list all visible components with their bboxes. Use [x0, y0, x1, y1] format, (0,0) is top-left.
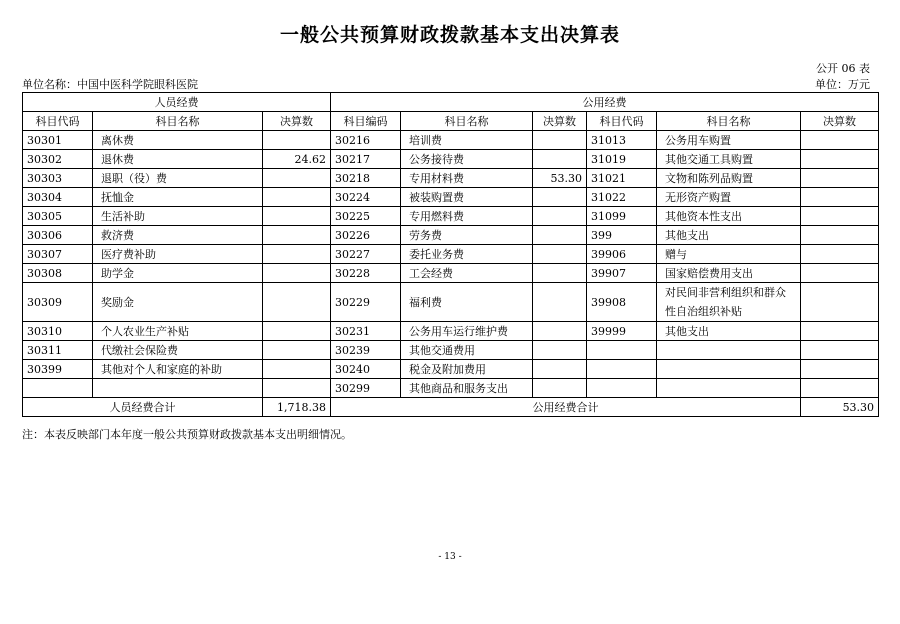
- public2-code-cell: [587, 341, 657, 360]
- public2-amount-cell: [801, 150, 879, 169]
- col-header-amount: 决算数: [801, 112, 879, 131]
- public2-code-cell: 31019: [587, 150, 657, 169]
- public-amount-cell: [533, 283, 587, 322]
- group-header-row: [23, 93, 879, 112]
- personnel-amount-cell: [263, 283, 331, 322]
- public2-name-cell: 其他资本性支出: [657, 207, 801, 226]
- public2-code-cell: 31021: [587, 169, 657, 188]
- public-amount-cell: [533, 207, 587, 226]
- public-code-cell: 30218: [331, 169, 401, 188]
- public2-code-cell: 31022: [587, 188, 657, 207]
- table-row: [23, 360, 879, 379]
- public-amount-cell: [533, 379, 587, 398]
- public-amount-cell: [533, 341, 587, 360]
- expenditure-table: [22, 92, 879, 417]
- table-row: [23, 245, 879, 264]
- public-name-cell: 公务接待费: [401, 150, 533, 169]
- personnel-code-cell: 30302: [23, 150, 93, 169]
- public-amount-cell: [533, 226, 587, 245]
- public2-amount-cell: [801, 169, 879, 188]
- public2-name-cell: [657, 341, 801, 360]
- col-header-amount: 决算数: [263, 112, 331, 131]
- public-code-cell: 30239: [331, 341, 401, 360]
- public2-amount-cell: [801, 264, 879, 283]
- public2-amount-cell: [801, 207, 879, 226]
- public2-code-cell: [587, 379, 657, 398]
- table-row: [23, 341, 879, 360]
- public2-amount-cell: [801, 245, 879, 264]
- public-amount-cell: [533, 188, 587, 207]
- public2-amount-cell: [801, 379, 879, 398]
- public2-code-cell: 31013: [587, 131, 657, 150]
- public2-amount-cell: [801, 131, 879, 150]
- public2-amount-cell: [801, 226, 879, 245]
- public-amount-cell: 53.30: [533, 169, 587, 188]
- public-amount-cell: [533, 245, 587, 264]
- public-name-cell: 劳务费: [401, 226, 533, 245]
- personnel-name-cell: 救济费: [93, 226, 263, 245]
- table-row: [23, 207, 879, 226]
- public-code-cell: 30228: [331, 264, 401, 283]
- footnote: 注：本表反映部门本年度一般公共预算财政拨款基本支出明细情况。: [22, 428, 352, 441]
- col-header-name: 科目名称: [401, 112, 533, 131]
- public2-code-cell: 39908: [587, 283, 657, 322]
- unit-name: 单位名称：中国中医科学院眼科医院: [22, 78, 198, 91]
- public2-name-cell: 无形资产购置: [657, 188, 801, 207]
- personnel-amount-cell: [263, 131, 331, 150]
- personnel-name-cell: [93, 379, 263, 398]
- public-code-cell: 30299: [331, 379, 401, 398]
- table-row: [23, 264, 879, 283]
- col-header-name: 科目名称: [93, 112, 263, 131]
- personnel-code-cell: 30309: [23, 283, 93, 322]
- public2-code-cell: 39907: [587, 264, 657, 283]
- public-name-cell: 税金及附加费用: [401, 360, 533, 379]
- public2-code-cell: 399: [587, 226, 657, 245]
- personnel-name-cell: 离休费: [93, 131, 263, 150]
- table-row: [23, 379, 879, 398]
- personnel-name-cell: 其他对个人和家庭的补助: [93, 360, 263, 379]
- personnel-amount-cell: 24.62: [263, 150, 331, 169]
- unit-measure: 单位：万元: [815, 78, 870, 91]
- personnel-name-cell: 退休费: [93, 150, 263, 169]
- col-header-amount: 决算数: [533, 112, 587, 131]
- public-amount-cell: [533, 264, 587, 283]
- public2-name-cell: 赠与: [657, 245, 801, 264]
- public-total-amount: 53.30: [801, 398, 879, 417]
- personnel-amount-cell: [263, 341, 331, 360]
- public-code-cell: 30227: [331, 245, 401, 264]
- public-name-cell: 其他商品和服务支出: [401, 379, 533, 398]
- public-name-cell: 工会经费: [401, 264, 533, 283]
- personnel-amount-cell: [263, 226, 331, 245]
- public-name-cell: 其他交通费用: [401, 341, 533, 360]
- public2-code-cell: 31099: [587, 207, 657, 226]
- table-row: [23, 150, 879, 169]
- personnel-code-cell: 30308: [23, 264, 93, 283]
- personnel-name-cell: 医疗费补助: [93, 245, 263, 264]
- public-amount-cell: [533, 150, 587, 169]
- personnel-header: 人员经费: [23, 93, 331, 112]
- personnel-total-amount: 1,718.38: [263, 398, 331, 417]
- public2-name-cell: 对民间非营利组织和群众性自治组织补贴: [657, 283, 801, 322]
- personnel-amount-cell: [263, 264, 331, 283]
- personnel-code-cell: 30301: [23, 131, 93, 150]
- table-row: [23, 169, 879, 188]
- personnel-total-label: 人员经费合计: [23, 398, 263, 417]
- public-name-cell: 被装购置费: [401, 188, 533, 207]
- public-code-cell: 30224: [331, 188, 401, 207]
- public-code-cell: 30240: [331, 360, 401, 379]
- public2-name-cell: [657, 379, 801, 398]
- column-header-row: [23, 112, 879, 131]
- personnel-code-cell: 30304: [23, 188, 93, 207]
- table-row: [23, 322, 879, 341]
- table-row: [23, 188, 879, 207]
- personnel-amount-cell: [263, 188, 331, 207]
- page-number: - 13 -: [438, 552, 462, 562]
- personnel-amount-cell: [263, 245, 331, 264]
- public-name-cell: 公务用车运行维护费: [401, 322, 533, 341]
- public2-name-cell: 其他支出: [657, 226, 801, 245]
- public-name-cell: 委托业务费: [401, 245, 533, 264]
- page-title: 一般公共预算财政拨款基本支出决算表: [279, 24, 620, 46]
- public-code-cell: 30226: [331, 226, 401, 245]
- personnel-code-cell: 30305: [23, 207, 93, 226]
- public-amount-cell: [533, 322, 587, 341]
- personnel-amount-cell: [263, 207, 331, 226]
- public2-name-cell: [657, 360, 801, 379]
- col-header-code-alt: 科目编码: [331, 112, 401, 131]
- public2-amount-cell: [801, 341, 879, 360]
- public2-code-cell: [587, 360, 657, 379]
- totals-row: [23, 398, 879, 417]
- public2-name-cell: 其他交通工具购置: [657, 150, 801, 169]
- public-amount-cell: [533, 360, 587, 379]
- public-code-cell: 30216: [331, 131, 401, 150]
- public2-name-cell: 其他支出: [657, 322, 801, 341]
- public-name-cell: 专用材料费: [401, 169, 533, 188]
- col-header-name: 科目名称: [657, 112, 801, 131]
- public2-code-cell: 39999: [587, 322, 657, 341]
- public-name-cell: 专用燃料费: [401, 207, 533, 226]
- public2-name-cell: 文物和陈列品购置: [657, 169, 801, 188]
- personnel-code-cell: 30399: [23, 360, 93, 379]
- personnel-code-cell: 30307: [23, 245, 93, 264]
- public2-name-cell: 公务用车购置: [657, 131, 801, 150]
- public-name-cell: 培训费: [401, 131, 533, 150]
- public-name-cell: 福利费: [401, 283, 533, 322]
- public2-amount-cell: [801, 360, 879, 379]
- public2-amount-cell: [801, 188, 879, 207]
- form-number: 公开 06 表: [816, 62, 870, 75]
- personnel-name-cell: 代缴社会保险费: [93, 341, 263, 360]
- table-row: [23, 226, 879, 245]
- public-total-label: 公用经费合计: [331, 398, 801, 417]
- personnel-name-cell: 生活补助: [93, 207, 263, 226]
- public2-amount-cell: [801, 283, 879, 322]
- public-code-cell: 30217: [331, 150, 401, 169]
- personnel-code-cell: 30311: [23, 341, 93, 360]
- public-amount-cell: [533, 131, 587, 150]
- public-code-cell: 30229: [331, 283, 401, 322]
- personnel-amount-cell: [263, 322, 331, 341]
- personnel-code-cell: [23, 379, 93, 398]
- table-row: [23, 131, 879, 150]
- personnel-code-cell: 30310: [23, 322, 93, 341]
- personnel-amount-cell: [263, 379, 331, 398]
- personnel-name-cell: 抚恤金: [93, 188, 263, 207]
- table-row: [23, 283, 879, 322]
- personnel-amount-cell: [263, 360, 331, 379]
- public-code-cell: 30225: [331, 207, 401, 226]
- col-header-code: 科目代码: [587, 112, 657, 131]
- public2-code-cell: 39906: [587, 245, 657, 264]
- personnel-name-cell: 退职（役）费: [93, 169, 263, 188]
- personnel-amount-cell: [263, 169, 331, 188]
- public-header: 公用经费: [331, 93, 879, 112]
- public2-name-cell: 国家赔偿费用支出: [657, 264, 801, 283]
- public-code-cell: 30231: [331, 322, 401, 341]
- public2-amount-cell: [801, 322, 879, 341]
- col-header-code: 科目代码: [23, 112, 93, 131]
- personnel-code-cell: 30306: [23, 226, 93, 245]
- personnel-name-cell: 奖励金: [93, 283, 263, 322]
- personnel-name-cell: 助学金: [93, 264, 263, 283]
- personnel-code-cell: 30303: [23, 169, 93, 188]
- personnel-name-cell: 个人农业生产补贴: [93, 322, 263, 341]
